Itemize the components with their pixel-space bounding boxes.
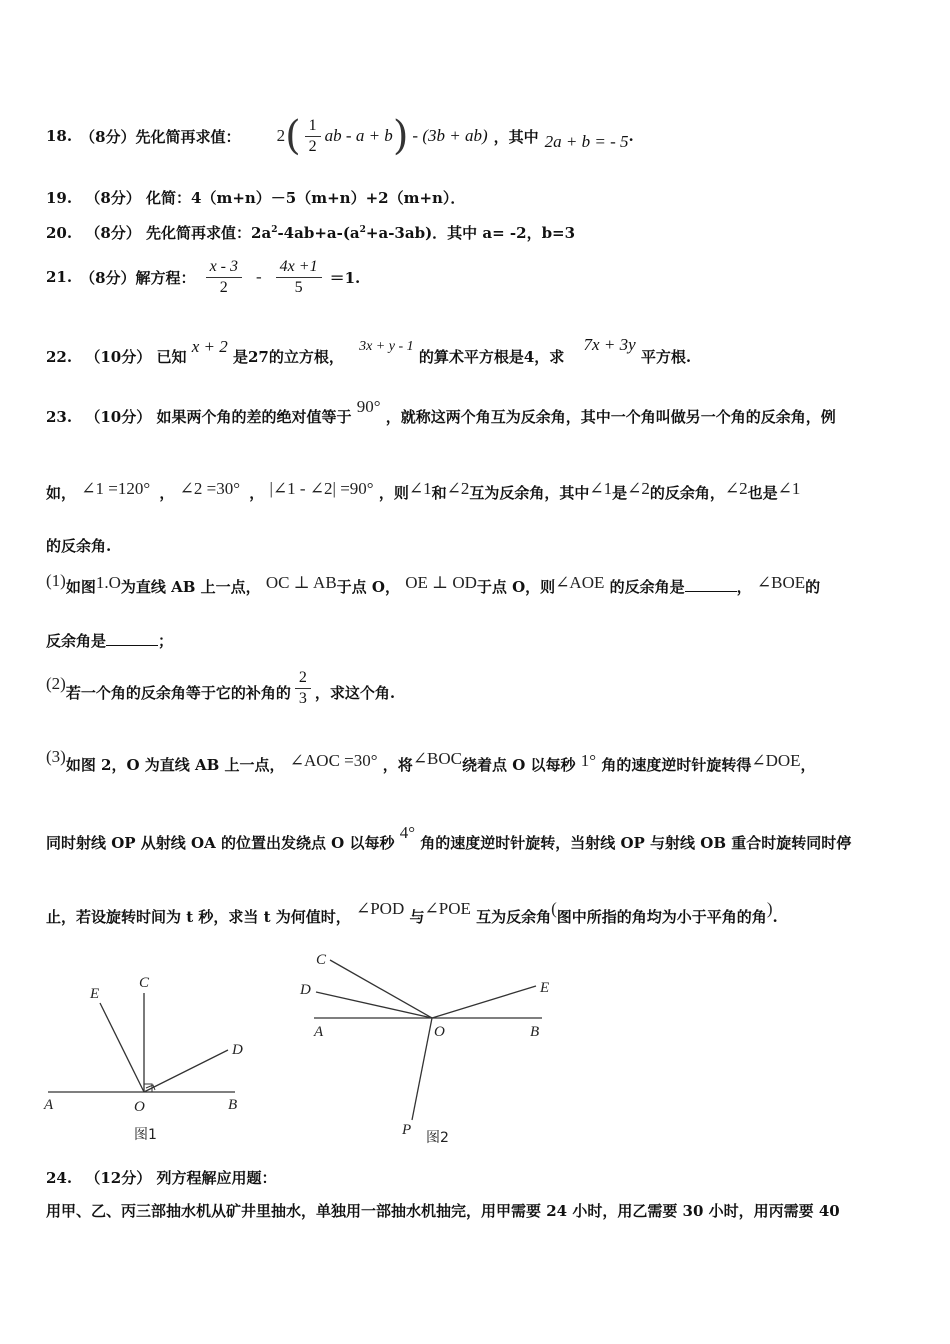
- question-23-line-3: [46, 535, 910, 556]
- q23-s1c: 于点 O，: [336, 578, 400, 596]
- q23-s1f: ，: [736, 578, 752, 596]
- q23-p3: 的反余角.: [46, 537, 112, 555]
- q23-s1-blank-2[interactable]: [106, 645, 158, 646]
- q21-fraction-2: [276, 257, 322, 298]
- q23-s3l: 图中所指的角均为小于平角的角: [556, 908, 767, 926]
- q23-s3-boc: ∠BOC: [412, 749, 463, 768]
- q24-score: （12分）: [85, 1169, 152, 1187]
- q18-expr2: - (3b + ab): [412, 126, 488, 145]
- q22-text-4: 平方根.: [640, 348, 692, 366]
- q20-text-3: +a-3ab)．其中 a= -2，b=3: [365, 224, 576, 242]
- fig2-label-c: C: [316, 952, 327, 968]
- q23-s1e: 的反余角是: [609, 578, 685, 596]
- q19-number: 19.: [46, 189, 73, 207]
- q19-text: 化简：4（m+n）－5（m+n）+2（m+n）．: [146, 189, 466, 207]
- q23-s3-1deg: 1°: [580, 751, 597, 770]
- fig2-label-e: E: [540, 980, 550, 996]
- question-22: [46, 335, 910, 374]
- q23-s3f: 同时射线 OP 从射线 OA 的位置出发绕点 O 以每秒: [46, 834, 395, 852]
- q21-f2-den: 5: [294, 278, 303, 296]
- question-23-line-1: [46, 397, 910, 434]
- q23-s3g: 角的速度逆时针旋转，当射线 OP 与射线 OB 重合时旋转同时停: [420, 834, 852, 852]
- q23-s1i: ；: [158, 632, 174, 650]
- fig1-label-e: E: [90, 986, 100, 1002]
- q23-s3-label: (3): [46, 747, 66, 766]
- q23-p1b: ，就称这两个角互为反余角，其中一个角叫做另一个角的反余角，例: [385, 408, 836, 426]
- q23-p2a: 如，: [46, 484, 77, 502]
- q21-fraction-1: [206, 257, 242, 298]
- q21-number: 21.: [46, 268, 73, 286]
- q23-sub-1-cont: [46, 630, 910, 651]
- q18-condition: 2a + b = - 5: [544, 132, 629, 151]
- q23-p2d: 互为反余角，其中: [469, 484, 590, 502]
- fig1-label-o: O: [134, 1099, 145, 1115]
- q18-end: .: [628, 127, 634, 145]
- q23-s3i: 与: [409, 908, 425, 926]
- q23-p2e: 是: [612, 484, 628, 502]
- q23-p2f: 的反余角，: [649, 484, 725, 502]
- q18-where: ，其中: [493, 127, 539, 146]
- q18-frac-den: 2: [308, 137, 317, 155]
- q18-number: 18.: [46, 127, 73, 145]
- q18-coef: 2: [276, 126, 286, 145]
- q20-sup-2: 2: [359, 225, 366, 235]
- fig1-label-b: B: [228, 1097, 238, 1113]
- q22-number: 22.: [46, 348, 73, 366]
- q23-s3e: ，: [800, 756, 816, 774]
- q23-angle-5: ∠2: [446, 479, 470, 498]
- q23-p2c: 和: [431, 484, 447, 502]
- q20-number: 20.: [46, 224, 73, 242]
- figure-1: [40, 965, 270, 1150]
- question-24-body: [46, 1200, 910, 1221]
- q21-end: ＝1.: [329, 268, 361, 287]
- q21-prompt: 解方程：: [135, 268, 196, 287]
- q22-text-1: 已知: [156, 348, 187, 366]
- question-21: [46, 252, 910, 302]
- fig2-label-o: O: [434, 1024, 445, 1040]
- q23-s2-num: 2: [295, 668, 311, 689]
- q23-s1-oc: OC ⊥ AB: [265, 573, 337, 592]
- q23-score: （10分）: [85, 408, 152, 426]
- fig1-label-c: C: [139, 975, 150, 991]
- fig2-ray-op: [412, 1018, 432, 1120]
- q23-p2b: ，则: [378, 484, 409, 502]
- q23-s1h: 反余角是: [46, 632, 107, 650]
- q23-s3k: (: [551, 899, 557, 918]
- q23-s1-aoe: ∠AOE: [555, 573, 605, 592]
- q18-score: （8分）: [80, 127, 136, 146]
- q23-sub-3-line-2: [46, 823, 910, 860]
- q23-s2b: ，求这个角.: [314, 683, 396, 702]
- question-20: [46, 222, 910, 243]
- q22-expr-1: x + 2: [191, 337, 228, 356]
- q23-s3n: .: [772, 908, 778, 926]
- q18-right-paren: ): [392, 113, 409, 159]
- q21-f1-num: x - 3: [206, 257, 242, 278]
- q21-minus: -: [256, 267, 262, 286]
- fig1-ray-oe: [100, 1003, 144, 1092]
- q24-title: 列方程解应用题：: [156, 1169, 277, 1187]
- q18-fraction: [305, 116, 321, 157]
- q23-s1-oe: OE ⊥ OD: [405, 573, 477, 592]
- q23-s3-4deg: 4°: [399, 823, 415, 842]
- q23-s3c: 绕着点 O 以每秒: [462, 756, 576, 774]
- figure-2: [290, 942, 570, 1152]
- q23-s1d: 于点 O，则: [476, 578, 556, 596]
- fig2-label-a: A: [314, 1024, 324, 1040]
- q23-s3-pod: ∠POD: [355, 899, 405, 918]
- q23-s3j: 互为反余角: [476, 908, 552, 926]
- q23-s2-label: (2): [46, 674, 66, 693]
- question-23-line-2: [46, 476, 910, 510]
- q22-expr-3: 7x + 3y: [583, 335, 636, 354]
- q23-s2-den: 3: [298, 689, 307, 707]
- fig2-label-b: B: [530, 1024, 540, 1040]
- q23-sub-3-line-3: [46, 900, 910, 934]
- fig1-ray-od: [144, 1050, 228, 1092]
- q23-s1b: 为直线 AB 上一点，: [120, 578, 261, 596]
- q23-s2-fraction: [295, 668, 311, 709]
- q23-s3-aoc: ∠AOC =30°: [289, 751, 378, 770]
- q20-sup-1: 2: [271, 225, 278, 235]
- q18-expr1: ab - a + b: [324, 126, 393, 145]
- q18-prompt: 先化简再求值：: [135, 127, 241, 146]
- q24-number: 24.: [46, 1169, 73, 1187]
- q23-sub-2: [46, 662, 910, 714]
- q23-deg90: 90°: [356, 397, 381, 416]
- q23-s3a: 如图 2，O 为直线 AB 上一点，: [65, 756, 285, 774]
- q23-angle-1: ∠1 =120°: [81, 479, 151, 498]
- q21-f2-num: 4x +1: [276, 257, 322, 278]
- q23-s3-doe: ∠DOE: [751, 751, 801, 770]
- fig2-ray-oc: [330, 960, 432, 1018]
- q23-sub-1: [46, 570, 910, 604]
- q23-s1-boe: ∠BOE: [756, 573, 806, 592]
- q20-text-1: 先化简再求值：2a: [146, 224, 272, 242]
- q23-s1-blank-1[interactable]: [685, 591, 737, 592]
- fig2-ray-od: [316, 992, 432, 1018]
- q22-expr-2: 3x + y - 1: [359, 339, 414, 354]
- q21-f1-den: 2: [219, 278, 228, 296]
- q23-s3m: ): [766, 899, 773, 918]
- q23-s3b: ，将: [382, 756, 413, 774]
- q23-angle-6: ∠1: [589, 479, 613, 498]
- q20-text-2: -4ab+a-(a: [277, 224, 360, 242]
- fig2-ray-oe: [432, 986, 536, 1018]
- q23-s1-fig: 1.O: [95, 573, 121, 592]
- q22-score: （10分）: [85, 348, 152, 366]
- fig2-caption: 图2: [426, 1130, 449, 1146]
- fig1-caption: 图1: [134, 1127, 157, 1143]
- question-18: [46, 108, 910, 164]
- q18-left-paren: (: [285, 113, 301, 159]
- fig1-label-a: A: [44, 1097, 54, 1113]
- q23-angle-9: ∠1: [777, 479, 801, 498]
- q23-number: 23.: [46, 408, 73, 426]
- q23-s3d: 角的速度逆时针旋转得: [601, 756, 752, 774]
- q23-s1a: 如图: [65, 578, 96, 596]
- q18-frac-num: 1: [305, 116, 321, 137]
- q23-angle-2: ∠2 =30°: [179, 479, 241, 498]
- q20-score: （8分）: [85, 224, 141, 242]
- q22-text-3: 的算术平方根是4，求: [418, 348, 565, 366]
- q23-angle-8: ∠2: [724, 479, 748, 498]
- question-19: [46, 187, 910, 208]
- q23-sub-3: [46, 748, 910, 782]
- q21-score: （8分）: [80, 268, 136, 287]
- q23-s3-poe: ∠POE: [424, 899, 471, 918]
- q23-p2g: 也是: [747, 484, 778, 502]
- q23-s3h: 止，若设旋转时间为 t 秒，求当 t 为何值时，: [46, 908, 351, 926]
- q23-s1-label: (1): [46, 571, 66, 590]
- fig2-label-d: D: [300, 982, 311, 998]
- question-24: [46, 1167, 910, 1188]
- q23-s2a: 若一个角的反余角等于它的补角的: [65, 683, 291, 702]
- q23-p1a: 如果两个角的差的绝对值等于: [156, 408, 352, 426]
- fig2-label-p: P: [402, 1122, 412, 1138]
- q19-score: （8分）: [85, 189, 141, 207]
- q24-body: 用甲、乙、丙三部抽水机从矿井里抽水，单独用一部抽水机抽完，用甲需要 24 小时，用乙需要 30 小时，用丙需要 40: [46, 1202, 840, 1220]
- q23-angle-4: ∠1: [408, 479, 432, 498]
- q23-s1g: 的: [805, 578, 821, 596]
- q23-comma-2: ，: [249, 484, 265, 502]
- q23-angle-diff: |∠1 - ∠2| =90°: [269, 479, 374, 498]
- q23-angle-7: ∠2: [627, 479, 650, 498]
- q23-comma-1: ，: [159, 484, 175, 502]
- fig1-label-d: D: [232, 1042, 243, 1058]
- q22-text-2: 是27的立方根，: [232, 348, 344, 366]
